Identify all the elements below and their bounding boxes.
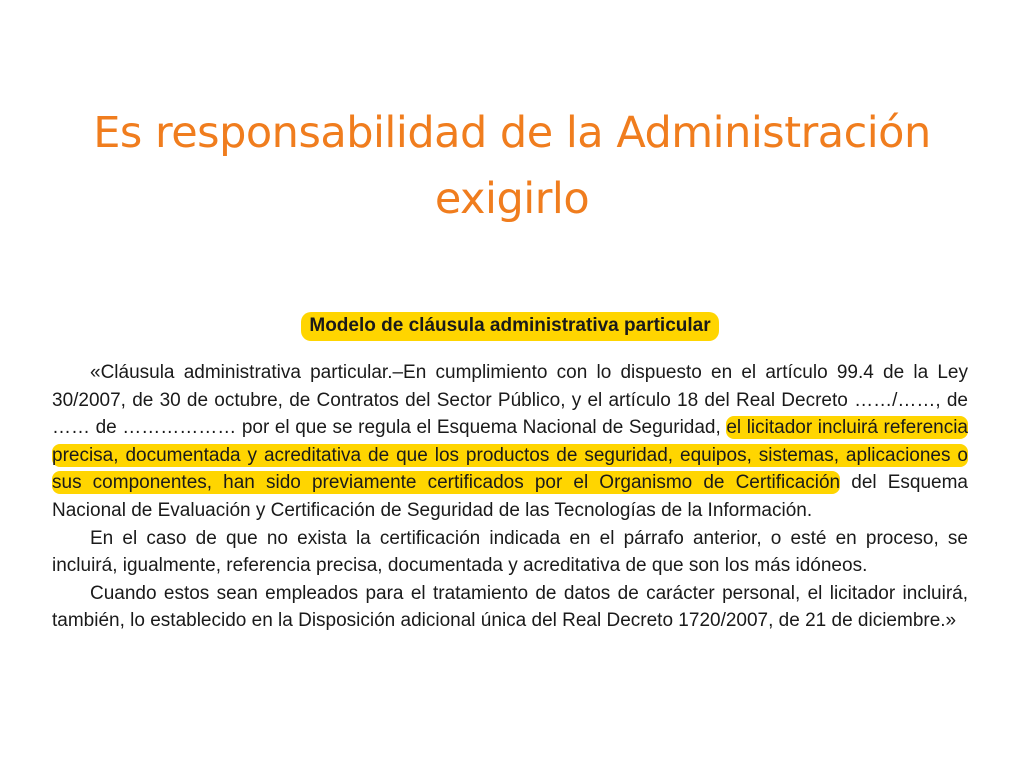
slide-title: Es responsabilidad de la Administración exigirlo bbox=[93, 108, 931, 224]
clause-paragraph-2: En el caso de que no exista la certificación indicada en el párrafo anterior, o esté en proceso, se incluirá, igualmente, referencia precisa, documentada y acreditativa de que son los más idóneos. bbox=[52, 527, 968, 577]
clause-paragraph-3: Cuando estos sean empleados para el tratamiento de datos de carácter personal, el licitador incluirá, también, lo establecido en la Disposición adicional única del Real Decreto 1720/2007, de 21 de diciembre.» bbox=[52, 582, 968, 632]
paragraph-1-text-before: «Cláusula administrativa particular.–En cumplimiento con lo dispuesto en el artículo 99.4 de la Ley 30/2007, de 30 de octubre, de Contratos del Sector Público, y el artículo 18 del Real Decreto ……/……, de …… de ……………… por el que se regula el Esquema Nacional de Seguridad, bbox=[52, 362, 968, 439]
clause-paragraph-1 bbox=[52, 359, 968, 525]
paragraph-1-text-after: del Esquema Nacional de Evaluación y Certificación de Seguridad de las Tecnologías de la Información. bbox=[52, 472, 968, 521]
clause-heading-wrap bbox=[52, 312, 968, 341]
clause-heading: Modelo de cláusula administrativa particular bbox=[301, 312, 718, 341]
clause-excerpt bbox=[52, 312, 968, 635]
highlighted-requirement: el licitador incluirá referencia precisa, documentada y acreditativa de que los productos de seguridad, equipos, sistemas, aplicaciones o sus componentes, han sido previamente certificados por el Organismo de Certificación bbox=[52, 417, 968, 494]
